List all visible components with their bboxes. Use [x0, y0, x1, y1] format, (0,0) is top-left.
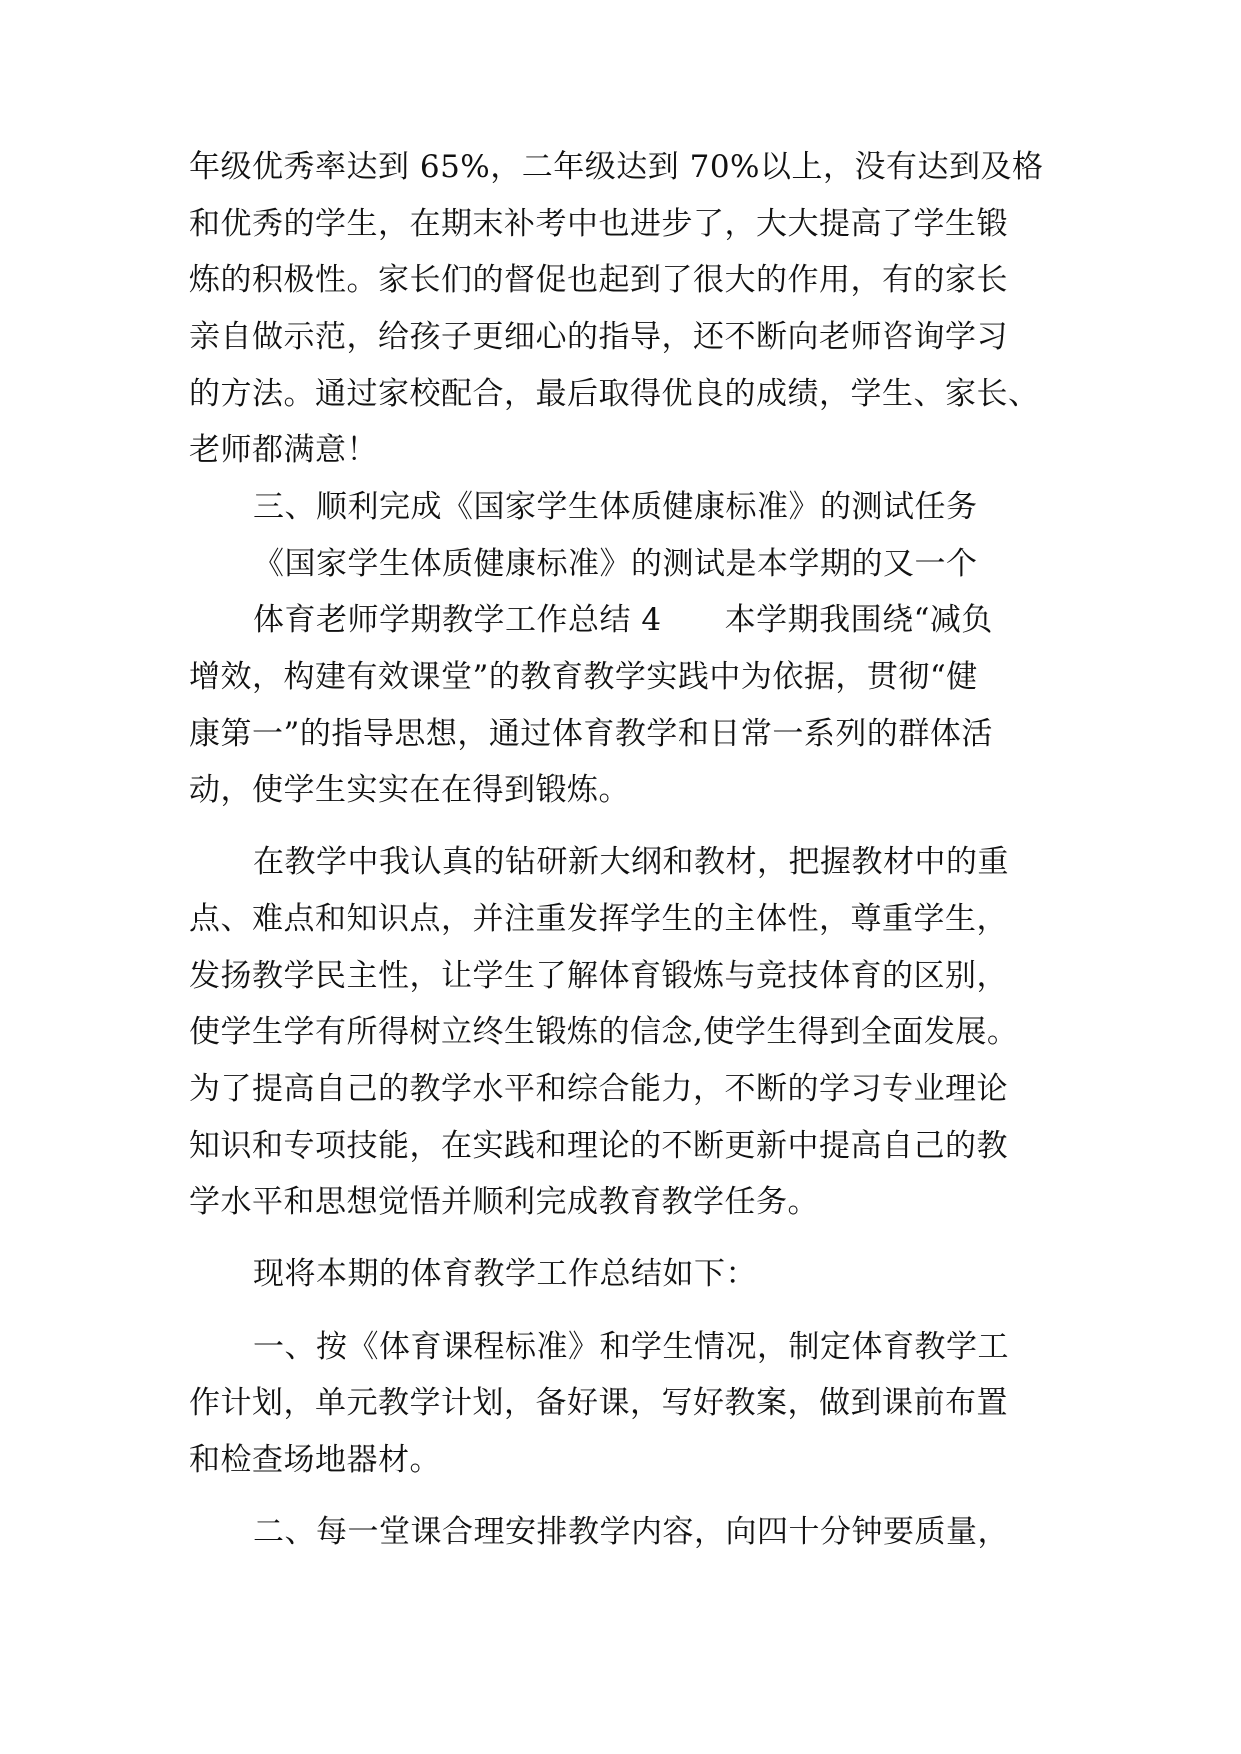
section-heading: 三、顺利完成《国家学生体质健康标准》的测试任务 — [253, 489, 978, 525]
text-line: 老师都满意！ — [189, 432, 378, 468]
text-line: 《国家学生体质健康标准》的测试是本学期的又一个 — [253, 546, 978, 582]
text-line: 现将本期的体育教学工作总结如下： — [253, 1256, 757, 1292]
text-line: 和优秀的学生，在期末补考中也进步了，大大提高了学生锻 — [189, 206, 1008, 242]
text-line: 体育老师学期教学工作总结 4 本学期我围绕“减负 — [253, 602, 993, 638]
text-line: 点、难点和知识点，并注重发挥学生的主体性，尊重学生， — [189, 901, 1008, 937]
text-line: 知识和专项技能，在实践和理论的不断更新中提高自己的教 — [189, 1128, 1008, 1164]
text-line: 动，使学生实实在在得到锻炼。 — [189, 772, 630, 808]
text-line: 年级优秀率达到 65%，二年级达到 70%以上，没有达到及格 — [189, 149, 1044, 185]
text-line: 使学生学有所得树立终生锻炼的信念,使学生得到全面发展。 — [189, 1014, 1019, 1050]
text-line: 的方法。通过家校配合，最后取得优良的成绩，学生、家长、 — [189, 376, 1040, 412]
text-line: 学水平和思想觉悟并顺利完成教育教学任务。 — [189, 1184, 819, 1220]
text-line: 亲自做示范，给孩子更细心的指导，还不断向老师咨询学习 — [189, 319, 1008, 355]
text-line: 一、按《体育课程标准》和学生情况，制定体育教学工 — [253, 1329, 1009, 1365]
text-line: 炼的积极性。家长们的督促也起到了很大的作用，有的家长 — [189, 262, 1008, 298]
text-line: 发扬教学民主性，让学生了解体育锻炼与竞技体育的区别， — [189, 958, 1008, 994]
text-line: 二、每一堂课合理安排教学内容，向四十分钟要质量， — [253, 1514, 1009, 1550]
text-line: 康第一”的指导思想，通过体育教学和日常一系列的群体活 — [189, 716, 993, 752]
text-line: 为了提高自己的教学水平和综合能力，不断的学习专业理论 — [189, 1071, 1008, 1107]
text-line: 在教学中我认真的钻研新大纲和教材，把握教材中的重 — [253, 844, 1009, 880]
text-line: 作计划，单元教学计划，备好课，写好教案，做到课前布置 — [189, 1385, 1008, 1421]
text-line: 增效，构建有效课堂”的教育教学实践中为依据，贯彻“健 — [189, 659, 978, 695]
text-line: 和检查场地器材。 — [189, 1442, 441, 1478]
